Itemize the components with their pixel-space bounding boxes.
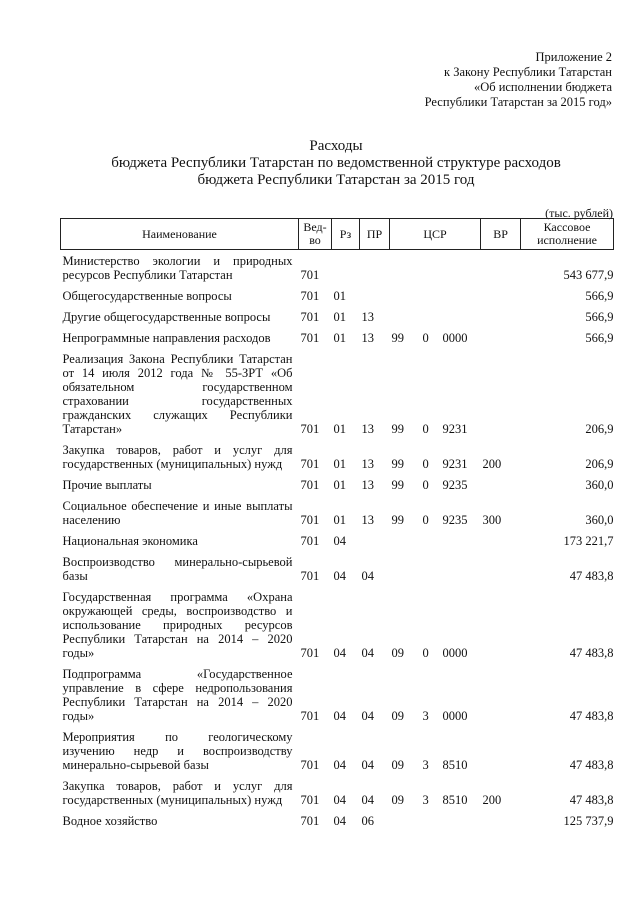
row-name: Социальное обеспечение и иные выплаты населению [62,499,293,527]
row-csr-direction [441,250,481,286]
row-amount: 173 221,7 [563,534,614,548]
title-line: Расходы [309,138,363,154]
row-csr-program [390,551,421,586]
row-rz [332,250,360,286]
row-csr-subprogram [421,551,441,586]
row-ved: 701 [300,709,320,723]
appendix-line: Республики Татарстан за 2015 год» [424,95,612,109]
table-row [61,586,614,663]
row-ved: 701 [300,268,320,282]
row-name: Мероприятия по геологическому изучению недр и воспроизводству минерально-сырьевой базы [62,730,293,772]
row-name: Непрограммные направления расходов [62,331,271,345]
row-pr: 04 [361,569,374,583]
row-csr-direction: 9231 [442,422,468,436]
row-vr [481,327,521,348]
row-name: Государственная программа «Охрана окружающей среды, воспроизводство и использование природных ресурсов Республики Татарстан на 2014 – 2020 годы» [62,590,293,660]
row-vr: 200 [482,457,502,471]
row-csr-program: 99 [391,513,404,527]
row-csr-subprogram: 3 [422,709,429,723]
row-rz: 01 [333,457,346,471]
row-amount: 543 677,9 [563,268,614,282]
row-name: Прочие выплаты [62,478,152,492]
row-rz: 01 [333,513,346,527]
row-ved: 701 [300,331,320,345]
row-amount: 360,0 [585,478,614,492]
row-vr [481,250,521,286]
row-rz: 04 [333,814,346,828]
row-pr: 04 [361,758,374,772]
row-csr-program [390,530,421,551]
table-row [61,775,614,810]
row-rz: 04 [333,758,346,772]
row-rz: 04 [333,646,346,660]
row-amount: 47 483,8 [569,793,614,807]
header-vr: ВР [481,219,521,250]
table-row [61,474,614,495]
table-header-row [61,219,614,250]
row-vr [481,586,521,663]
row-ved: 701 [300,569,320,583]
row-csr-direction: 8510 [442,758,468,772]
row-pr [360,250,390,286]
row-rz: 04 [333,534,346,548]
row-amount: 566,9 [585,289,614,303]
row-pr: 13 [361,310,374,324]
title-line: бюджета Республики Татарстан по ведомственной структуре расходов [111,155,561,171]
row-pr: 13 [361,457,374,471]
header-csr: ЦСР [390,219,481,250]
table-row [61,495,614,530]
row-csr-subprogram [421,306,441,327]
document-title [60,138,612,189]
table-row [61,726,614,775]
table-row [61,810,614,831]
row-vr [481,530,521,551]
row-csr-program: 09 [391,758,404,772]
row-pr: 13 [361,422,374,436]
row-vr [481,306,521,327]
row-rz: 04 [333,569,346,583]
row-csr-direction: 0000 [442,709,468,723]
row-csr-direction: 0000 [442,646,468,660]
row-ved: 701 [300,457,320,471]
header-name: Наименование [61,219,299,250]
row-ved: 701 [300,758,320,772]
row-csr-subprogram: 0 [422,646,429,660]
row-amount: 566,9 [585,331,614,345]
row-pr: 13 [361,478,374,492]
row-ved: 701 [300,422,320,436]
row-csr-direction: 9235 [442,513,468,527]
row-vr [481,474,521,495]
row-csr-subprogram [421,285,441,306]
table-row [61,530,614,551]
header-pr: ПР [360,219,390,250]
row-rz: 01 [333,310,346,324]
row-name: Водное хозяйство [62,814,158,828]
row-ved: 701 [300,289,320,303]
row-name: Другие общегосударственные вопросы [62,310,271,324]
row-csr-direction: 9235 [442,478,468,492]
row-name: Воспроизводство минерально-сырьевой базы [62,555,293,583]
row-amount: 206,9 [585,422,614,436]
row-csr-program: 09 [391,793,404,807]
row-csr-direction [441,551,481,586]
row-amount: 47 483,8 [569,758,614,772]
table-row [61,327,614,348]
row-csr-direction: 9231 [442,457,468,471]
row-pr: 04 [361,709,374,723]
row-csr-subprogram: 0 [422,478,429,492]
row-vr [481,348,521,439]
row-csr-program [390,306,421,327]
row-ved: 701 [300,513,320,527]
row-csr-direction [441,285,481,306]
row-vr [481,663,521,726]
title-line: бюджета Республики Татарстан за 2015 год [197,172,475,188]
row-csr-direction [441,306,481,327]
row-csr-direction: 0000 [442,331,468,345]
row-pr: 04 [361,793,374,807]
row-vr: 200 [482,793,502,807]
row-amount: 566,9 [585,310,614,324]
row-ved: 701 [300,793,320,807]
row-rz: 01 [333,422,346,436]
row-pr [360,530,390,551]
table-row [61,250,614,286]
appendix-line: «Об исполнении бюджета [473,80,612,94]
row-name: Общегосударственные вопросы [62,289,232,303]
row-csr-program: 09 [391,709,404,723]
row-vr [481,810,521,831]
table-row [61,285,614,306]
units-label: (тыс. рублей) [545,206,613,220]
row-name: Министерство экологии и природных ресурсов Республики Татарстан [62,254,293,282]
row-name: Национальная экономика [62,534,198,548]
table-row [61,439,614,474]
row-rz: 01 [333,331,346,345]
row-vr [481,285,521,306]
row-csr-direction: 8510 [442,793,468,807]
header-ved: Вед-во [299,219,332,250]
row-pr [360,285,390,306]
row-rz: 01 [333,478,346,492]
row-csr-program: 99 [391,457,404,471]
table-row [61,663,614,726]
row-name: Закупка товаров, работ и услуг для государственных (муниципальных) нужд [62,443,293,471]
row-csr-subprogram [421,250,441,286]
row-csr-program [390,810,421,831]
row-vr [481,551,521,586]
expenditure-table [60,218,614,831]
row-csr-subprogram: 0 [422,457,429,471]
row-name: Закупка товаров, работ и услуг для государственных (муниципальных) нужд [62,779,293,807]
row-csr-program: 09 [391,646,404,660]
row-amount: 125 737,9 [563,814,614,828]
row-pr: 04 [361,646,374,660]
row-csr-subprogram: 0 [422,422,429,436]
row-vr [481,726,521,775]
row-csr-program [390,285,421,306]
row-csr-program: 99 [391,478,404,492]
row-csr-subprogram: 0 [422,513,429,527]
row-name: Подпрограмма «Государственное управление в сфере недропользования Республики Татарстан на 2014 – 2020 годы» [62,667,293,723]
row-csr-direction [441,530,481,551]
row-amount: 47 483,8 [569,709,614,723]
table-row [61,348,614,439]
table-row [61,551,614,586]
row-ved: 701 [300,310,320,324]
row-pr: 13 [361,513,374,527]
row-ved: 701 [300,814,320,828]
row-ved: 701 [300,478,320,492]
row-pr: 13 [361,331,374,345]
appendix-line: к Закону Республики Татарстан [444,65,612,79]
row-csr-subprogram: 3 [422,793,429,807]
row-name: Реализация Закона Республики Татарстан от 14 июля 2012 года № 55-ЗРТ «Об обязательном государственном страховании государственных гражданских служащих Республики Татарстан» [62,352,293,436]
row-csr-subprogram: 0 [422,331,429,345]
row-csr-subprogram: 3 [422,758,429,772]
row-csr-program: 99 [391,331,404,345]
header-amount: Кассовое исполнение [521,219,614,250]
header-rz: Рз [332,219,360,250]
row-ved: 701 [300,646,320,660]
row-amount: 206,9 [585,457,614,471]
row-csr-program [390,250,421,286]
row-amount: 47 483,8 [569,646,614,660]
row-rz: 04 [333,793,346,807]
row-amount: 360,0 [585,513,614,527]
row-rz: 04 [333,709,346,723]
row-pr: 06 [361,814,374,828]
row-ved: 701 [300,534,320,548]
appendix-line: Приложение 2 [535,50,612,64]
table-row [61,306,614,327]
row-csr-subprogram [421,810,441,831]
row-vr: 300 [482,513,502,527]
row-rz: 01 [333,289,346,303]
row-amount: 47 483,8 [569,569,614,583]
row-csr-subprogram [421,530,441,551]
row-csr-direction [441,810,481,831]
appendix-note [312,50,612,110]
row-csr-program: 99 [391,422,404,436]
